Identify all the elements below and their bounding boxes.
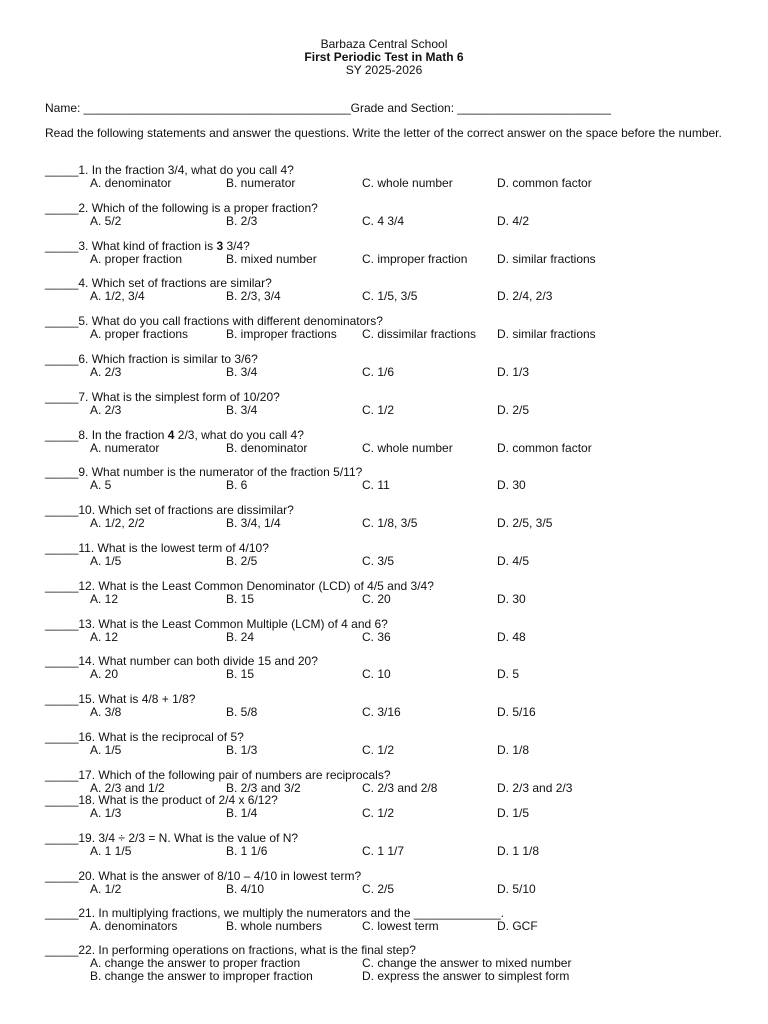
answer-options xyxy=(45,970,745,983)
answer-option: A. 1/3 xyxy=(90,806,122,820)
answer-option: A. 1/2, 3/4 xyxy=(90,289,145,303)
answer-option: A. 3/8 xyxy=(90,705,122,719)
school-year: SY 2025-2026 xyxy=(345,63,423,77)
answer-option: A. 12 xyxy=(90,630,119,644)
answer-option: D. 1/5 xyxy=(497,806,530,820)
question-item xyxy=(45,202,745,228)
test-title: First Periodic Test in Math 6 xyxy=(304,50,464,64)
answer-option: C. lowest term xyxy=(362,919,439,933)
answer-option: D. 5/10 xyxy=(497,882,536,896)
question-stem: _____14. What number can both divide 15 and 20? xyxy=(45,654,318,668)
question-item xyxy=(45,164,745,190)
answer-option: C. 1 1/7 xyxy=(362,844,405,858)
answer-option: D. 30 xyxy=(497,478,526,492)
question-item xyxy=(45,832,745,858)
answer-option: C. dissimilar fractions xyxy=(362,327,477,341)
answer-option: C. 10 xyxy=(362,667,391,681)
answer-options xyxy=(45,807,745,820)
answer-options xyxy=(45,668,745,681)
answer-option: D. 2/4, 2/3 xyxy=(497,289,553,303)
question-item xyxy=(45,542,745,568)
answer-option: A. 5/2 xyxy=(90,214,122,228)
header xyxy=(0,38,768,77)
answer-option: C. 2/3 and 2/8 xyxy=(362,781,438,795)
answer-option: D. 4/5 xyxy=(497,554,530,568)
answer-option: A. 12 xyxy=(90,592,119,606)
question-item xyxy=(45,504,745,530)
question-item xyxy=(45,731,745,757)
answer-options xyxy=(45,479,745,492)
answer-option: A. proper fractions xyxy=(90,327,189,341)
answer-option: B. 2/3, 3/4 xyxy=(226,289,281,303)
answer-option: D. common factor xyxy=(497,176,592,190)
question-stem: _____2. Which of the following is a proper fraction? xyxy=(45,201,318,215)
question-stem-part: _____8. In the fraction xyxy=(45,428,168,442)
answer-option: A. 2/3 and 1/2 xyxy=(90,781,165,795)
question-item xyxy=(45,240,745,266)
question-stem: _____11. What is the lowest term of 4/10? xyxy=(45,541,269,555)
question-item xyxy=(45,466,745,492)
answer-option: D. 1/8 xyxy=(497,743,530,757)
answer-option: A. 2/3 xyxy=(90,365,122,379)
answer-options xyxy=(45,404,745,417)
answer-option: C. 3/16 xyxy=(362,705,401,719)
answer-options xyxy=(45,845,745,858)
answer-option: D. 2/3 and 2/3 xyxy=(497,781,573,795)
answer-option: C. whole number xyxy=(362,176,453,190)
answer-option: B. 3/4 xyxy=(226,403,258,417)
answer-option: C. 36 xyxy=(362,630,391,644)
question-stem: _____13. What is the Least Common Multiple (LCM) of 4 and 6? xyxy=(45,617,388,631)
answer-option: D. 30 xyxy=(497,592,526,606)
question-stem-bold: 4 xyxy=(167,428,175,442)
question-stem-part: 2/3, what do you call 4? xyxy=(174,428,304,442)
answer-option: C. 1/5, 3/5 xyxy=(362,289,418,303)
answer-option: A. proper fraction xyxy=(90,252,183,266)
question-stem: _____15. What is 4/8 + 1/8? xyxy=(45,692,196,706)
answer-option: D. 1/3 xyxy=(497,365,530,379)
question-stem: _____6. Which fraction is similar to 3/6? xyxy=(45,352,258,366)
answer-option: B. whole numbers xyxy=(226,919,323,933)
answer-option: B. improper fractions xyxy=(226,327,337,341)
answer-option: A. change the answer to proper fraction xyxy=(90,956,301,970)
answer-option: B. 24 xyxy=(226,630,255,644)
question-stem: _____22. In performing operations on fractions, what is the final step? xyxy=(45,943,416,957)
answer-option: D. GCF xyxy=(497,919,538,933)
answer-option: C. 1/8, 3/5 xyxy=(362,516,418,530)
answer-option: C. 2/5 xyxy=(362,882,395,896)
question-stem-bold: 3 xyxy=(216,239,224,253)
question-item xyxy=(45,580,745,606)
answer-option: B. 2/5 xyxy=(226,554,258,568)
question-stem: _____5. What do you call fractions with different denominators? xyxy=(45,314,383,328)
answer-option: D. common factor xyxy=(497,441,592,455)
answer-options xyxy=(45,744,745,757)
answer-option: B. 2/3 xyxy=(226,214,258,228)
answer-option: A. 1/2 xyxy=(90,882,122,896)
answer-options xyxy=(45,177,745,190)
answer-option: D. 5/16 xyxy=(497,705,536,719)
answer-option: D. 4/2 xyxy=(497,214,530,228)
question-stem: _____4. Which set of fractions are similar? xyxy=(45,276,272,290)
answer-option: C. 1/6 xyxy=(362,365,395,379)
answer-option: B. denominator xyxy=(226,441,308,455)
question-stem: _____21. In multiplying fractions, we multiply the numerators and the _____________. xyxy=(45,906,504,920)
answer-option: D. express the answer to simplest form xyxy=(362,969,570,983)
question-item xyxy=(45,315,745,341)
answer-option: C. improper fraction xyxy=(362,252,468,266)
answer-option: B. 3/4, 1/4 xyxy=(226,516,281,530)
answer-option: B. numerator xyxy=(226,176,296,190)
question-item xyxy=(45,391,745,417)
answer-options xyxy=(45,442,745,455)
school-name: Barbaza Central School xyxy=(320,37,448,51)
answer-options xyxy=(45,366,745,379)
answer-option: D. 5 xyxy=(497,667,520,681)
answer-option: B. 1/4 xyxy=(226,806,258,820)
answer-option: B. 4/10 xyxy=(226,882,265,896)
answer-options xyxy=(45,517,745,530)
answer-option: C. change the answer to mixed number xyxy=(362,956,572,970)
answer-options xyxy=(45,920,745,933)
answer-option: C. 1/2 xyxy=(362,743,395,757)
answer-option: C. 1/2 xyxy=(362,806,395,820)
question-stem: _____17. Which of the following pair of numbers are reciprocals? xyxy=(45,768,391,782)
answer-option: D. 1 1/8 xyxy=(497,844,540,858)
answer-option: A. 1/5 xyxy=(90,554,122,568)
answer-option: C. 1/2 xyxy=(362,403,395,417)
question-item xyxy=(45,943,745,983)
answer-option: A. 1/2, 2/2 xyxy=(90,516,145,530)
answer-option: B. mixed number xyxy=(226,252,317,266)
answer-option: A. 20 xyxy=(90,667,119,681)
answer-option: A. denominator xyxy=(90,176,172,190)
question-stem: _____1. In the fraction 3/4, what do you call 4? xyxy=(45,163,294,177)
question-item xyxy=(45,429,745,455)
name-grade-line: Name: ________________________________________Grade and Section: _______________________ xyxy=(45,101,611,115)
answer-options xyxy=(45,253,745,266)
question-stem: _____10. Which set of fractions are dissimilar? xyxy=(45,503,294,517)
answer-options xyxy=(45,593,745,606)
question-item xyxy=(45,655,745,681)
answer-option: B. change the answer to improper fraction xyxy=(90,969,313,983)
answer-options xyxy=(45,290,745,303)
answer-option: A. 5 xyxy=(90,478,112,492)
answer-options xyxy=(45,215,745,228)
answer-option: B. 1/3 xyxy=(226,743,258,757)
question-stem: _____18. What is the product of 2/4 x 6/12? xyxy=(45,793,278,807)
answer-option: A. denominators xyxy=(90,919,178,933)
answer-option: A. 2/3 xyxy=(90,403,122,417)
answer-option: C. 11 xyxy=(362,478,390,492)
answer-options xyxy=(45,555,745,568)
question-stem: _____12. What is the Least Common Denominator (LCD) of 4/5 and 3/4? xyxy=(45,579,434,593)
answer-options xyxy=(45,883,745,896)
answer-options xyxy=(45,328,745,341)
answer-option: D. similar fractions xyxy=(497,327,596,341)
answer-option: A. 1 1/5 xyxy=(90,844,132,858)
question-stem: _____9. What number is the numerator of the fraction 5/11? xyxy=(45,465,363,479)
question-stem: _____20. What is the answer of 8/10 – 4/10 in lowest term? xyxy=(45,869,362,883)
question-item xyxy=(45,277,745,303)
answer-option: C. 3/5 xyxy=(362,554,395,568)
answer-option: B. 15 xyxy=(226,667,255,681)
instructions: Read the following statements and answer the questions. Write the letter of the correct answer on the space before the number. xyxy=(45,126,722,140)
answer-option: D. 48 xyxy=(497,630,526,644)
answer-options xyxy=(45,706,745,719)
answer-option: B. 5/8 xyxy=(226,705,258,719)
answer-option: B. 6 xyxy=(226,478,248,492)
answer-option: D. similar fractions xyxy=(497,252,596,266)
question-item xyxy=(45,907,745,933)
question-item xyxy=(45,353,745,379)
question-stem-part: _____3. What kind of fraction is xyxy=(45,239,217,253)
question-item xyxy=(45,693,745,719)
answer-options xyxy=(45,631,745,644)
question-item xyxy=(45,618,745,644)
answer-option: A. numerator xyxy=(90,441,160,455)
answer-option: B. 15 xyxy=(226,592,255,606)
question-stem: _____19. 3/4 ÷ 2/3 = N. What is the value of N? xyxy=(45,831,299,845)
answer-option: D. 2/5 xyxy=(497,403,530,417)
question-item xyxy=(45,769,745,795)
answer-option: B. 2/3 and 3/2 xyxy=(226,781,301,795)
question-stem: _____7. What is the simplest form of 10/20? xyxy=(45,390,280,404)
answer-option: A. 1/5 xyxy=(90,743,122,757)
question-item xyxy=(45,870,745,896)
answer-option: C. 4 3/4 xyxy=(362,214,405,228)
answer-option: B. 1 1/6 xyxy=(226,844,268,858)
question-stem-part: 3/4? xyxy=(223,239,250,253)
question-stem: _____16. What is the reciprocal of 5? xyxy=(45,730,244,744)
answer-option: D. 2/5, 3/5 xyxy=(497,516,553,530)
answer-option: C. 20 xyxy=(362,592,391,606)
answer-option: B. 3/4 xyxy=(226,365,258,379)
answer-option: C. whole number xyxy=(362,441,453,455)
question-item xyxy=(45,794,745,820)
